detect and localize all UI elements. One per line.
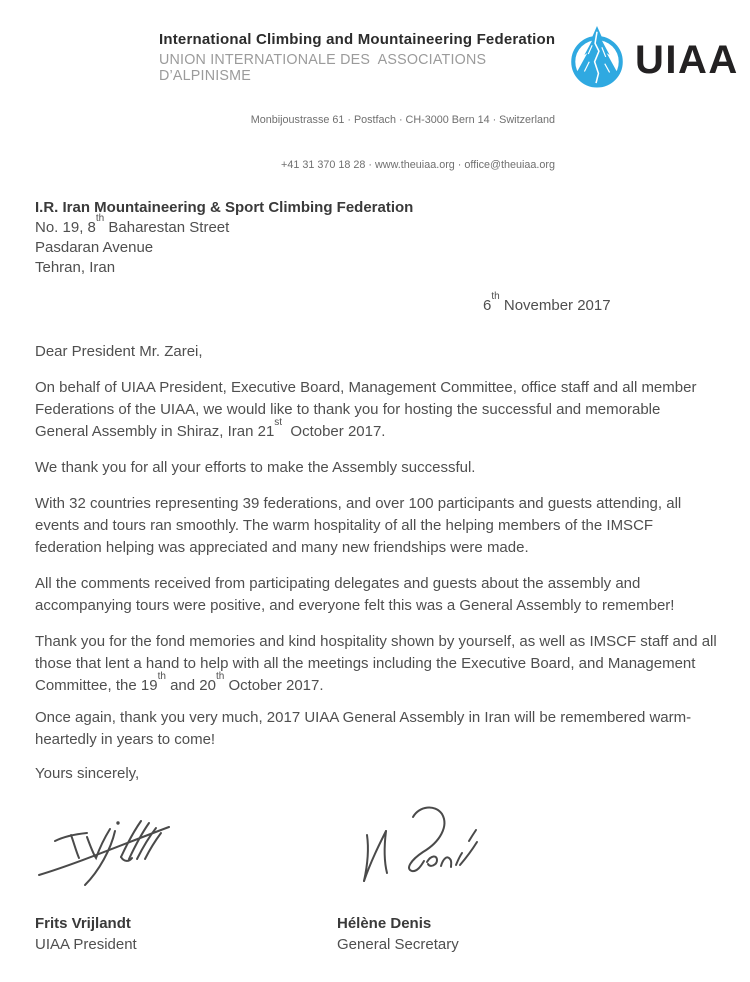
- signer-title: General Secretary: [337, 936, 459, 953]
- handwritten-signature-icon: [355, 801, 485, 895]
- org-name-french: UNION INTERNATIONALE DES ASSOCIATIONS D’ALPINISME: [159, 52, 491, 84]
- recipient-street: No. 19, 8th Baharestan Street: [35, 213, 230, 236]
- paragraph-6: Once again, thank you very much, 2017 UIAA General Assembly in Iran will be remembered warm-heartedly in years to come!: [35, 709, 692, 748]
- signature-row: [35, 801, 717, 955]
- salutation: Dear President Mr. Zarei,: [35, 343, 203, 360]
- signer-name: Frits Vrijlandt: [35, 915, 131, 932]
- date-line: 6th November 2017: [483, 291, 611, 314]
- org-name-english: International Climbing and Mountaineering Federation: [159, 31, 556, 48]
- paragraph-2: We thank you for all your efforts to make the Assembly successful.: [35, 459, 476, 476]
- signature-block-secretary: [337, 801, 717, 955]
- paragraph-4: All the comments received from participating delegates and guests about the assembly and accompanying tours were positive, and everyone felt this was a General Assembly to remember!: [35, 575, 675, 614]
- contact-line: +41 31 370 18 28 · www.theuiaa.org · office@theuiaa.org: [281, 159, 555, 171]
- recipient-city: Tehran, Iran: [35, 259, 116, 276]
- logo-wordmark: UIAA: [635, 38, 739, 82]
- closing: Yours sincerely,: [35, 765, 140, 782]
- signature-frits-vrijlandt: [35, 801, 337, 913]
- letter-content: [35, 0, 721, 955]
- recipient-avenue: Pasdaran Avenue: [35, 239, 154, 256]
- signature-block-president: [35, 801, 337, 955]
- address-line: Monbijoustrasse 61 · Postfach · CH-3000 Bern 14 · Switzerland: [250, 114, 555, 126]
- recipient-name: I.R. Iran Mountaineering & Sport Climbing Federation: [35, 199, 414, 216]
- signature-helene-denis: [337, 801, 717, 913]
- signer-name: Hélène Denis: [337, 915, 432, 932]
- paragraph-5: Thank you for the fond memories and kind hospitality shown by yourself, as well as IMSCF staff and all those that lent a hand to help with all the meetings including the Executive Board, and Management Committee, the 19th and 20th October 2017.: [35, 633, 721, 694]
- handwritten-signature-icon: [35, 801, 175, 887]
- paragraph-3: With 32 countries representing 39 federations, and over 100 participants and guests attending, all events and tours ran smoothly. The warm hospitality of all the helping members of the IMSCF federation helping was appreciated and many new friendships were made.: [35, 495, 686, 556]
- recipient-block: [35, 198, 717, 278]
- paragraph-1: On behalf of UIAA President, Executive Board, Management Committee, office staff and all member Federations of the UIAA, we would like to thank you for hosting the successful and memorable General Assembly in Shiraz, Iran 21st October 2017.: [35, 379, 701, 440]
- signer-title: UIAA President: [35, 936, 137, 953]
